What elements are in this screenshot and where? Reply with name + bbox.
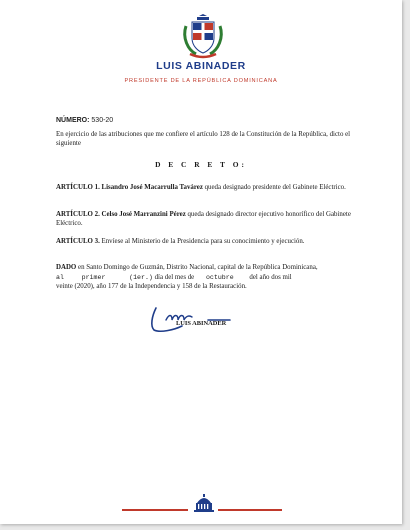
article-1-text: queda designado presidente del Gabinete Eléctrico. — [202, 184, 346, 191]
president-name: LUIS ABINADER — [156, 60, 246, 72]
decreto-heading: D E C R E T O: — [155, 160, 247, 169]
article-2-label: ARTÍCULO 2. Celso José Marranzini Pérez — [56, 211, 186, 218]
article-3-text: Envíese al Ministerio de la Presidencia para su conocimiento y ejecución. — [99, 238, 305, 245]
date-end-text: del año dos mil — [247, 273, 292, 281]
article-3-label: ARTÍCULO 3. — [56, 238, 100, 245]
article-2 — [56, 210, 354, 229]
date-al: al — [56, 273, 64, 281]
signatory-name: LUIS ABINADER — [176, 320, 227, 327]
president-title: PRESIDENTE DE LA REPÚBLICA DOMINICANA — [124, 78, 278, 84]
decree-number-value: 530-20 — [91, 117, 114, 124]
palace-icon — [194, 494, 214, 512]
date-day-word: primer — [81, 273, 106, 281]
date-day-number: (1er.) — [129, 273, 153, 281]
dado-label: DADO — [56, 264, 77, 271]
article-1 — [56, 183, 354, 192]
date-month: octubre — [205, 273, 234, 281]
decree-number-label: NÚMERO: — [56, 117, 90, 124]
dado-paragraph — [56, 263, 354, 272]
footer-divider-right — [218, 509, 282, 511]
footer-divider-left — [122, 509, 188, 511]
dado-text: en Santo Domingo de Guzmán, Distrito Nacional, capital de la República Dominicana, — [76, 264, 318, 271]
coat-of-arms-icon — [180, 12, 226, 60]
article-2-text: queda designado director ejecutivo honorífico del Gabinete Eléctrico. — [56, 211, 351, 228]
decree-number — [56, 117, 113, 124]
date-line — [56, 273, 354, 282]
article-1-label: ARTÍCULO 1. Lisandro José Macarrulla Tavárez — [56, 184, 203, 191]
article-3 — [56, 237, 354, 246]
intro-paragraph: En ejercicio de las atribuciones que me confiere el artículo 128 de la Constitución de la República, dicto el siguiente — [56, 131, 351, 148]
date-mid-text: día del mes de — [152, 273, 196, 281]
signature-icon — [146, 302, 246, 334]
closing-line: veinte (2020), año 177 de la Independencia y 158 de la Restauración. — [56, 283, 247, 290]
